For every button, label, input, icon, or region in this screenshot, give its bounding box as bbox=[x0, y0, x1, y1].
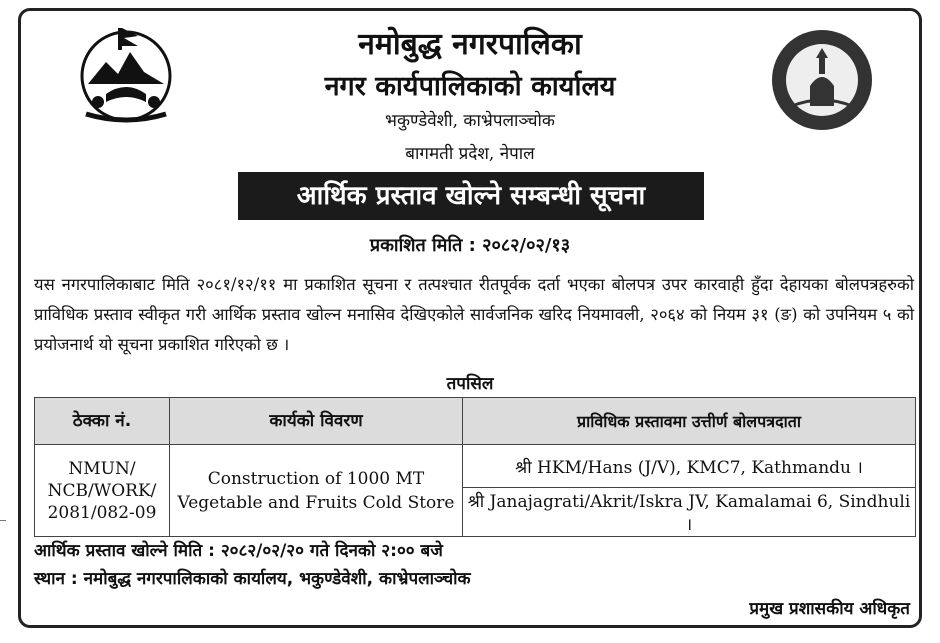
namobuddha-municipality-logo-icon bbox=[770, 28, 874, 132]
office-name: नगर कार्यपालिकाको कार्यालय bbox=[324, 71, 616, 102]
header-contract-no: ठेक्का नं. bbox=[35, 398, 170, 445]
bid-table bbox=[34, 397, 916, 537]
work-description-cell: Construction of 1000 MT Vegetable and Fruits Cold Store bbox=[170, 445, 463, 537]
header-qualified-bidders: प्राविधिक प्रस्तावमा उत्तीर्ण बोलपत्रदाता bbox=[463, 398, 916, 445]
nepal-government-emblem-icon bbox=[68, 22, 184, 126]
signatory: प्रमुख प्रशासकीय अधिकृत bbox=[749, 599, 910, 619]
bidder-cell: श्री Janajagrati/Akrit/Iskra JV, Kamalamai 6, Sindhuli । bbox=[463, 488, 916, 537]
table-header-row bbox=[35, 398, 916, 445]
bidder-cell: श्री HKM/Hans (J/V), KMC7, Kathmandu । bbox=[463, 445, 916, 488]
contract-no-cell: NMUN/ NCB/WORK/ 2081/082-09 bbox=[35, 445, 170, 537]
municipality-name: नमोबुद्ध नगरपालिका bbox=[358, 27, 582, 62]
address-line-2: बागमती प्रदेश, नेपाल bbox=[405, 144, 535, 164]
opening-location: स्थान : नमोबुद्ध नगरपालिकाको कार्यालय, भकुण्डेवेशी, काभ्रेपलाञ्चोक bbox=[34, 569, 471, 589]
table-row bbox=[35, 445, 916, 488]
details-heading: तपसिल bbox=[446, 374, 494, 394]
notice-title: आर्थिक प्रस्ताव खोल्ने सम्बन्धी सूचना bbox=[238, 172, 704, 220]
header-work-description: कार्यको विवरण bbox=[170, 398, 463, 445]
notice-body: यस नगरपालिकाबाट मिति २०८१/१२/११ मा प्रकाशित सूचना र तत्पश्चात रीतपूर्वक दर्ता भएका बोलपत्र उपर कारवाही हुँदा देहायका बोलपत्रहरुको प्राविधिक प्रस्ताव स्वीकृत गरी आर्थिक प्रस्ताव खोल्न मनासिव देखिएकोले सार्वजनिक खरिद नियमावली, २०६४ को नियम ३१ (ङ) को उपनियम ५ को प्रयोजनार्थ यो सूचना प्रकाशित गरिएको छ । bbox=[34, 275, 914, 354]
page-edge-mark bbox=[0, 520, 6, 521]
opening-date: आर्थिक प्रस्ताव खोल्ने मिति : २०८२/०२/२० गते दिनको २:०० बजे bbox=[34, 541, 443, 561]
address-line-1: भकुण्डेवेशी, काभ्रेपलाञ्चोक bbox=[385, 111, 555, 131]
published-date: प्रकाशित मिति : २०८२/०२/१३ bbox=[369, 235, 571, 256]
